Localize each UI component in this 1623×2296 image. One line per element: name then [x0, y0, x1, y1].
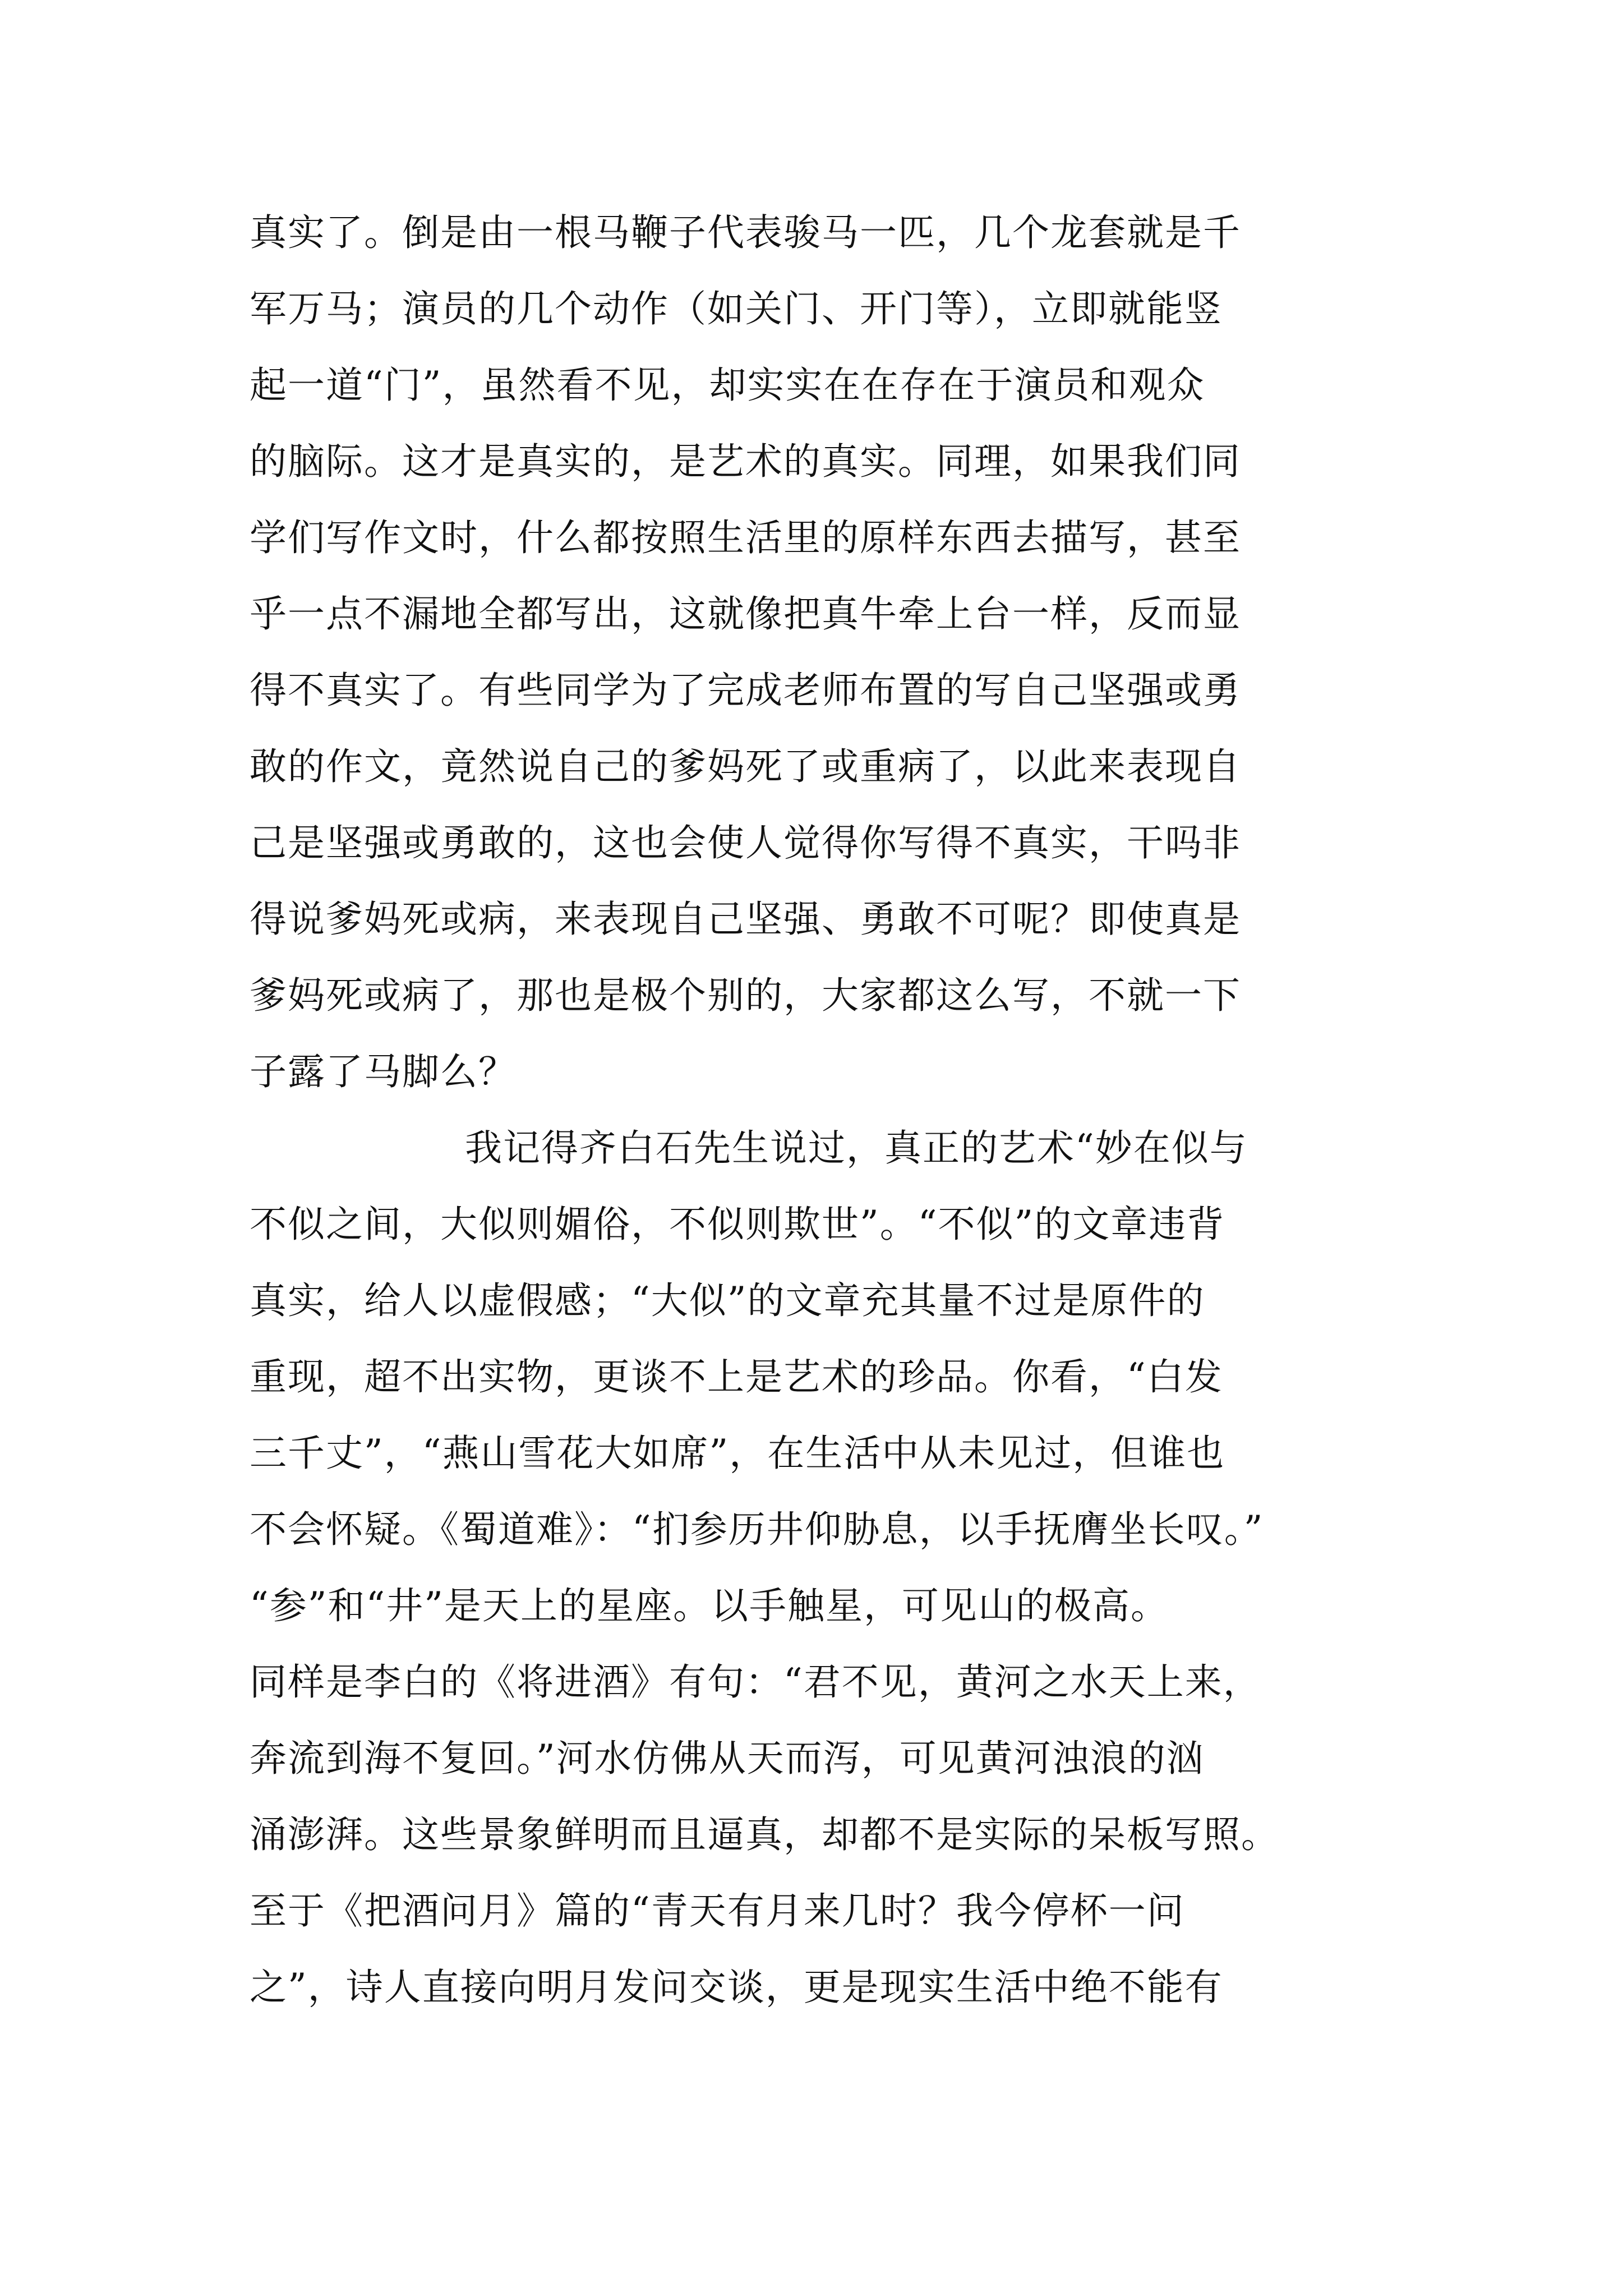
- body-text: [250, 195, 1405, 2026]
- text-line: 同样是李白的《将进酒》有句：“君不见，黄河之水天上来，: [250, 1660, 1261, 1704]
- text-line: 得说爹妈死或病，来表现自己坚强、勇敢不可呢？即使真是: [250, 898, 1241, 941]
- text-line: 乎一点不漏地全都写出，这就像把真牛牵上台一样，反而显: [250, 592, 1241, 636]
- text-line: 真实，给人以虚假感；“大似”的文章充其量不过是原件的: [250, 1279, 1205, 1322]
- text-line: 至于《把酒问月》篇的“青天有月来几时？我今停杯一问: [250, 1889, 1185, 1932]
- paragraph-start-line: 我记得齐白石先生说过，真正的艺术“妙在似与: [465, 1126, 1248, 1170]
- text-line: 三千丈”，“燕山雪花大如席”，在生活中从未见过，但谁也: [250, 1432, 1225, 1475]
- text-line: 奔流到海不复回。”河水仿佛从天而泻，可见黄河浊浪的汹: [250, 1737, 1205, 1780]
- text-line: 重现，超不出实物，更谈不上是艺术的珍品。你看，“白发: [250, 1355, 1223, 1398]
- text-line: 军万马；演员的几个动作（如关门、开门等），立即就能竖: [250, 287, 1223, 330]
- text-line: 得不真实了。有些同学为了完成老师布置的写自己坚强或勇: [250, 669, 1241, 712]
- text-line: 之”，诗人直接向明月发问交谈，更是现实生活中绝不能有: [250, 1966, 1223, 2009]
- text-line: 涌澎湃。这些景象鲜明而且逼真，却都不是实际的呆板写照。: [250, 1813, 1279, 1856]
- text-line: 真实了。倒是由一根马鞭子代表骏马一匹，几个龙套就是千: [250, 211, 1241, 254]
- text-line: 敢的作文，竟然说自己的爹妈死了或重病了，以此来表现自: [250, 745, 1241, 788]
- text-line: 不似之间，大似则媚俗，不似则欺世”。“不似”的文章违背: [250, 1203, 1225, 1246]
- text-line: 子露了马脚么？: [250, 1050, 517, 1093]
- text-line: “参”和“井”是天上的星座。以手触星，可见山的极高。: [250, 1584, 1169, 1627]
- text-line: 不会怀疑。《蜀道难》：“扪参历井仰胁息，以手抚膺坐长叹。”: [250, 1508, 1264, 1551]
- text-line: 爹妈死或病了，那也是极个别的，大家都这么写，不就一下: [250, 974, 1241, 1017]
- text-line: 己是坚强或勇敢的，这也会使人觉得你写得不真实，干吗非: [250, 821, 1241, 864]
- text-line: 起一道“门”，虽然看不见，却实实在在存在于演员和观众: [250, 364, 1205, 407]
- text-line: 学们写作文时，什么都按照生活里的原样东西去描写，甚至: [250, 516, 1241, 559]
- text-line: 的脑际。这才是真实的，是艺术的真实。同理，如果我们同: [250, 440, 1241, 483]
